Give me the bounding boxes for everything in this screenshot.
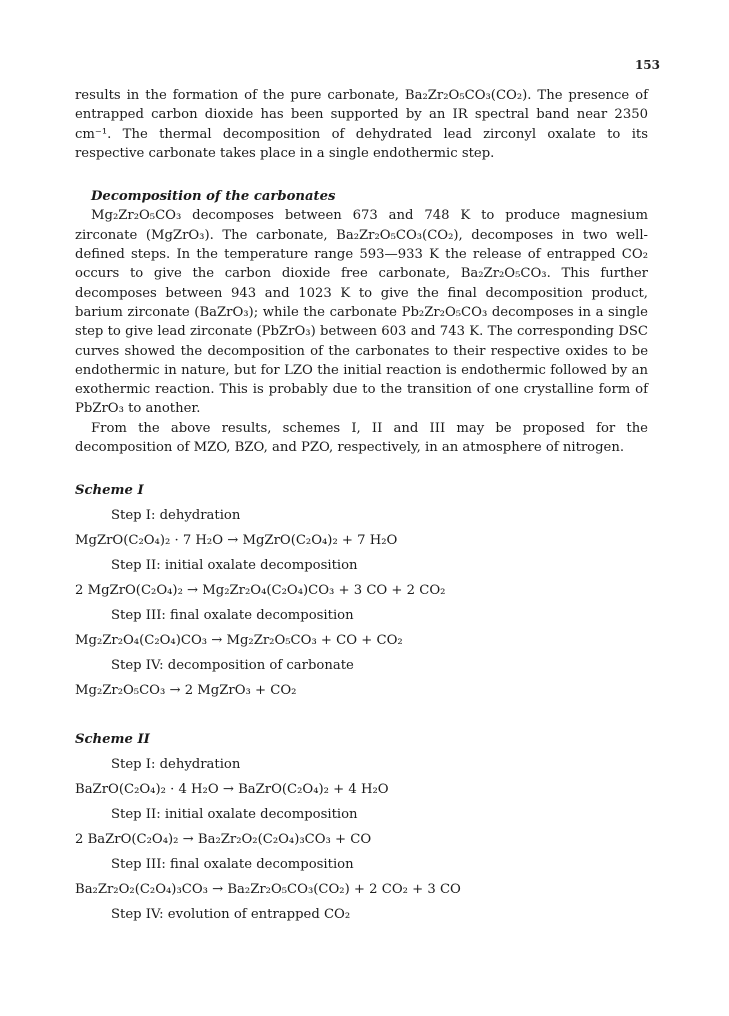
paragraph-1: results in the formation of the pure carbonate, Ba₂Zr₂O₅CO₃(CO₂). The presence of entrapped carbon dioxide has been supported by an IR spectral band near 2350 cm⁻¹. The thermal decomposition of dehydrated lead zirconyl oxalate to its respective carbonate takes place in a single endothermic step. xyxy=(75,88,648,161)
scheme-2-line: Step III: final oxalate decomposition xyxy=(111,857,354,872)
scheme-2-line: 2 BaZrO(C₂O₄)₂ → Ba₂Zr₂O₂(C₂O₄)₃CO₃ + CO xyxy=(75,832,372,847)
scheme-2-line: Step I: dehydration xyxy=(111,757,241,772)
paragraph-3: From the above results, schemes I, II and III may be proposed for the decomposition of MZO, BZO, and PZO, respectively, in an atmosphere of nitrogen. xyxy=(75,420,648,456)
scheme-1-line: MgZrO(C₂O₄)₂ · 7 H₂O → MgZrO(C₂O₄)₂ + 7 H₂O xyxy=(75,533,398,548)
scheme-1-line: Step IV: decomposition of carbonate xyxy=(111,658,354,673)
scheme-1-line: Mg₂Zr₂O₅CO₃ → 2 MgZrO₃ + CO₂ xyxy=(75,683,297,698)
scheme-2-line: BaZrO(C₂O₄)₂ · 4 H₂O → BaZrO(C₂O₄)₂ + 4 H₂O xyxy=(75,782,389,797)
page-number: 153 xyxy=(634,58,660,72)
scheme-1-line: Mg₂Zr₂O₄(C₂O₄)CO₃ → Mg₂Zr₂O₅CO₃ + CO + CO₂ xyxy=(75,633,403,648)
scheme-2-title: Scheme II xyxy=(75,732,150,747)
scheme-1-line: Step I: dehydration xyxy=(111,508,241,523)
paragraph-2: Mg₂Zr₂O₅CO₃ decomposes between 673 and 748 K to produce magnesium zirconate (MgZrO₃). The carbonate, Ba₂Zr₂O₅CO₃(CO₂), decomposes in two well-defined steps. In the temperature range 593—933 K the release of entrapped CO₂ occurs to give the carbon dioxide free carbonate, Ba₂Zr₂O₅CO₃. This further decomposes between 943 and 1023 K to give the final decomposition product, barium zirconate (BaZrO₃); while the carbonate Pb₂Zr₂O₅CO₃ decomposes in a single step to give lead zirconate (PbZrO₃) between 603 and 743 K. The corresponding DSC curves showed the decomposition of the carbonates to their respective oxides to be endothermic in nature, but for LZO the initial reaction is endothermic followed by an exothermic reaction. This is probably due to the transition of one crystalline form of PbZrO₃ to another. xyxy=(75,208,648,417)
scheme-1-line: Step II: initial oxalate decomposition xyxy=(111,558,358,573)
section-heading: Decomposition of the carbonates xyxy=(91,189,336,205)
body-text xyxy=(75,86,648,457)
scheme-2-line: Step II: initial oxalate decomposition xyxy=(111,807,358,822)
scheme-1-title: Scheme I xyxy=(75,483,144,498)
scheme-2-line: Step IV: evolution of entrapped CO₂ xyxy=(111,907,351,922)
scheme-2-line: Ba₂Zr₂O₂(C₂O₄)₃CO₃ → Ba₂Zr₂O₅CO₃(CO₂) + 2 CO₂ + 3 CO xyxy=(75,882,461,897)
scheme-1-line: 2 MgZrO(C₂O₄)₂ → Mg₂Zr₂O₄(C₂O₄)CO₃ + 3 CO + 2 CO₂ xyxy=(75,583,446,598)
scheme-1-line: Step III: final oxalate decomposition xyxy=(111,608,354,623)
